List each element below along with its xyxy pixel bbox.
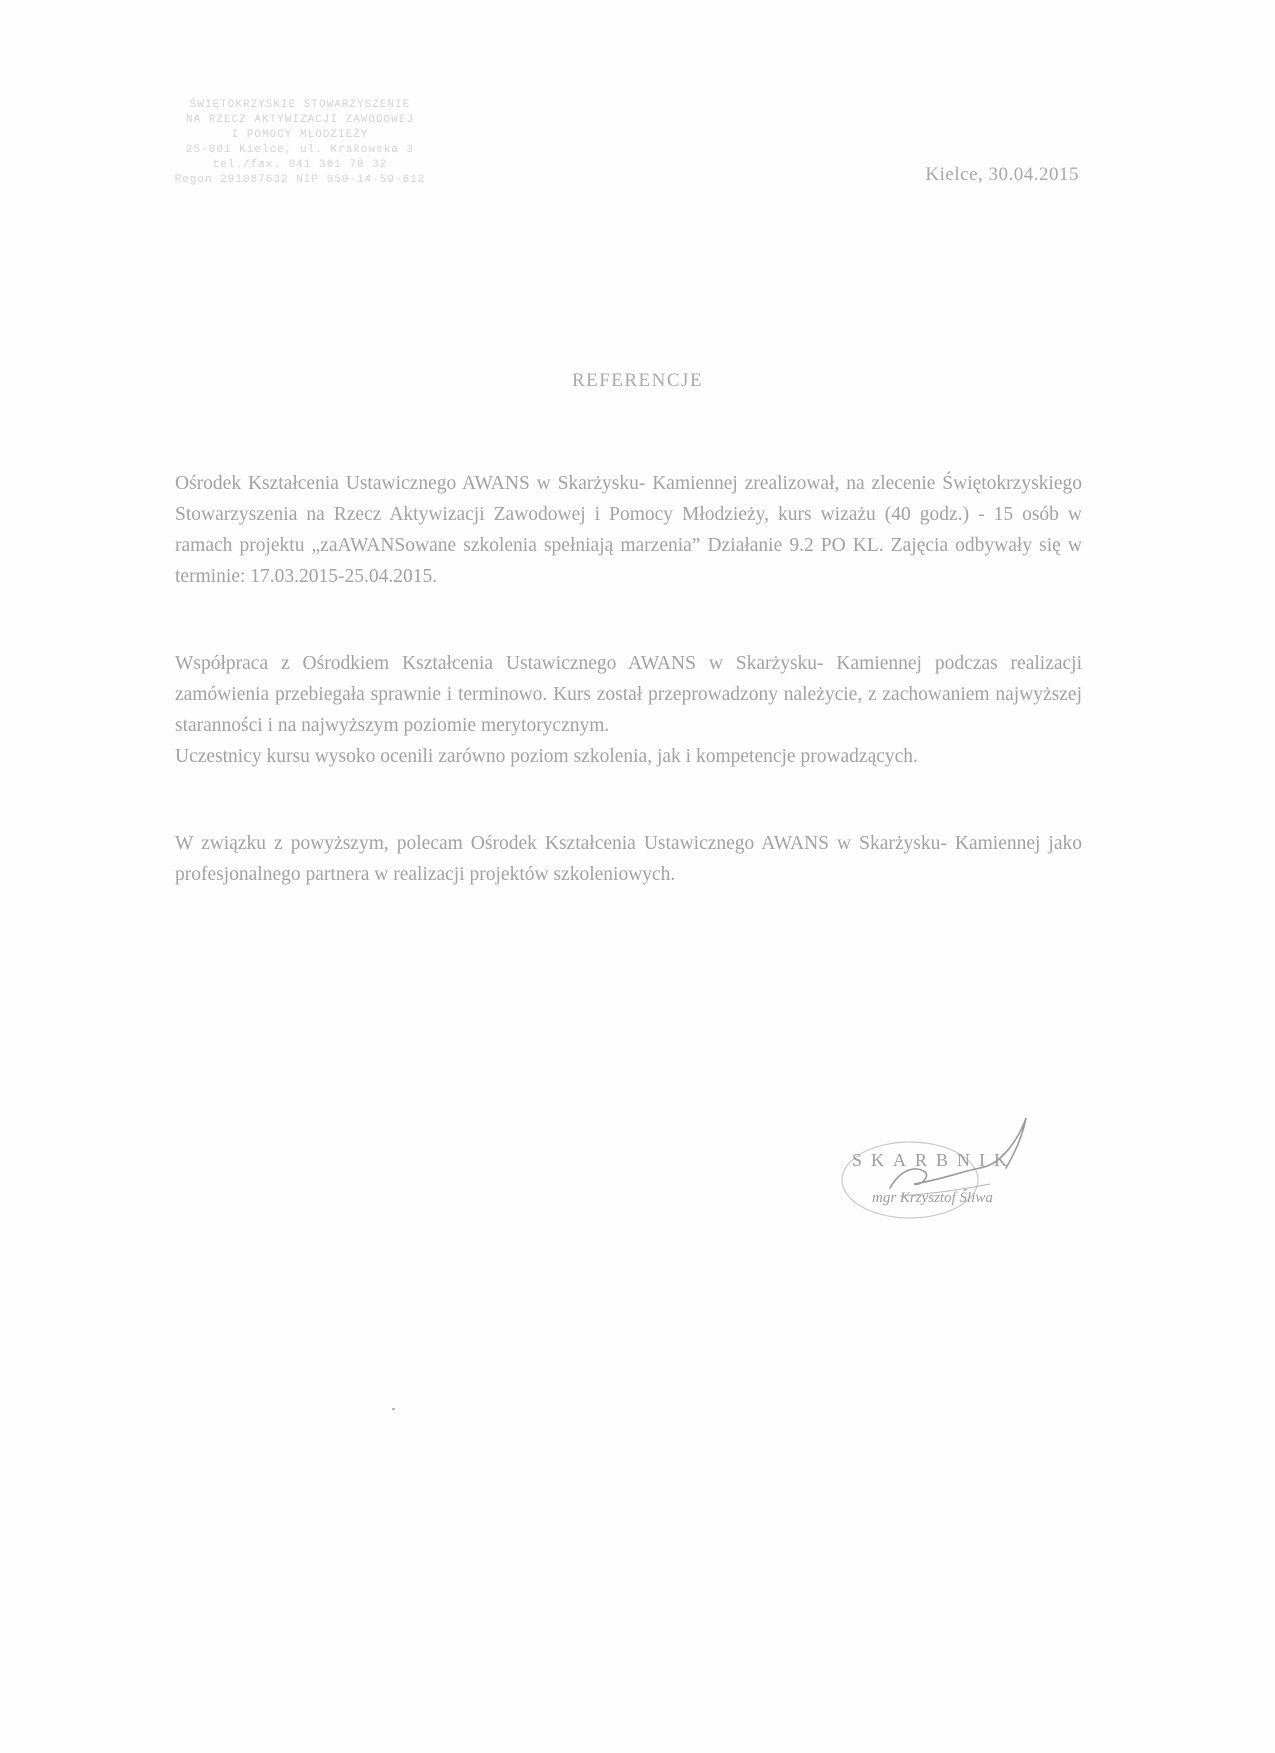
signature-name: mgr Krzysztof Śliwa bbox=[872, 1190, 993, 1206]
body-paragraph: Współpraca z Ośrodkiem Kształcenia Ustawicznego AWANS w Skarżysku- Kamiennej podczas realizacji zamówienia przebiegała sprawnie i terminowo. Kurs został przeprowadzony należycie, z zachowaniem najwyższej staranności i na najwyższym poziomie merytorycznym. bbox=[175, 653, 1082, 736]
sender-stamp-line: NA RZECZ AKTYWIZACJI ZAWODOWEJ bbox=[185, 114, 415, 126]
sender-stamp-line: 25-001 Kielce, ul. Krakowska 3 bbox=[185, 144, 415, 156]
body-paragraph: Uczestnicy kursu wysoko ocenili zarówno poziom szkolenia, jak i kompetencje prowadzących. bbox=[175, 746, 918, 767]
signature-role-stamp: SKARBNIK bbox=[852, 1150, 1017, 1170]
scan-speck bbox=[392, 1408, 395, 1410]
signature-block bbox=[830, 1110, 1070, 1220]
sender-stamp-line: ŚWIĘTOKRZYSKIE STOWARZYSZENIE bbox=[189, 99, 411, 111]
sender-stamp-line: Regon 291087632 NIP 959-14-59-612 bbox=[174, 174, 426, 186]
body-paragraph: Ośrodek Kształcenia Ustawicznego AWANS w Skarżysku- Kamiennej zrealizował, na zlecenie Świętokrzyskiego Stowarzyszenia na Rzecz Aktywizacji Zawodowej i Pomocy Młodzieży, kurs wizażu (40 godz.) - 15 osób w ramach projektu „zaAWANSowane szkolenia spełniają marzenia” Działanie 9.2 PO KL. Zajęcia odbywały się w terminie: 17.03.2015-25.04.2015. bbox=[175, 473, 1082, 587]
document-title: REFERENCJE bbox=[571, 370, 704, 391]
sender-stamp-line: I POMOCY MŁODZIEŻY bbox=[231, 129, 369, 141]
sender-stamp-line: tel./fax. 041 361 70 32 bbox=[212, 159, 388, 171]
document-body bbox=[175, 468, 1082, 890]
place-date: Kielce, 30.04.2015 bbox=[925, 164, 1079, 185]
body-paragraph: W związku z powyższym, polecam Ośrodek Kształcenia Ustawicznego AWANS w Skarżysku- Kamiennej jako profesjonalnego partnera w realizacji projektów szkoleniowych. bbox=[175, 833, 1082, 885]
sender-stamp bbox=[140, 98, 460, 188]
